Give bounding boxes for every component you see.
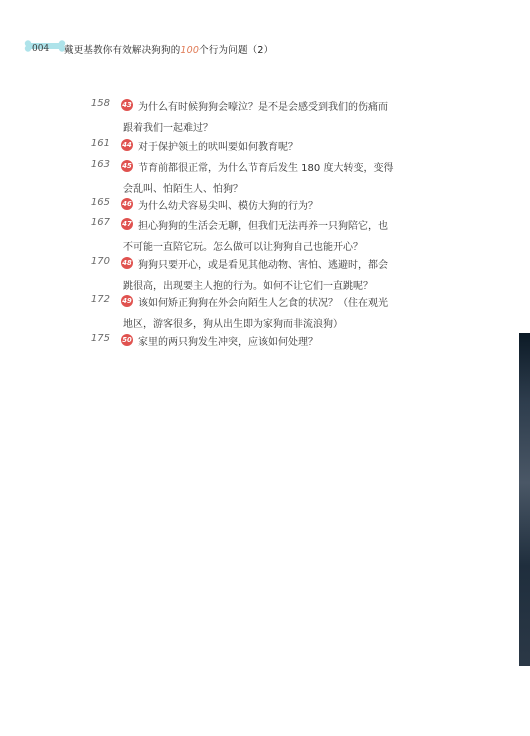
question-number-badge: 44	[122, 141, 132, 149]
toc-line: 不可能一直陪它玩。怎么做可以让狗狗自己也能开心？	[123, 242, 363, 253]
toc-page-number: 163	[90, 159, 110, 170]
book-title-prefix: 戴更基教你有效解决狗狗的	[64, 45, 181, 56]
toc-line: 会乱叫、怕陌生人、怕狗？	[123, 184, 243, 195]
toc-page-number: 167	[90, 217, 110, 228]
toc-line: 为什么幼犬容易尖叫、模仿大狗的行为？	[138, 201, 318, 212]
book-title	[64, 42, 273, 56]
question-number-badge: 47	[122, 220, 132, 228]
question-number-badge: 45	[122, 162, 132, 170]
toc-question-text	[138, 138, 413, 153]
toc-line: 节育前都很正常，为什么节育后发生 180 度大转变，变得	[138, 163, 394, 174]
toc-page-number: 161	[90, 138, 110, 149]
toc-page-number: 170	[90, 256, 110, 267]
toc-line: 为什么有时候狗狗会嚎泣？是不是会感受到我们的伤痛而	[138, 102, 388, 113]
toc-line: 跳很高，出现要主人抱的行为。如何不让它们一直跳呢？	[123, 281, 373, 292]
question-number-badge: 49	[122, 297, 132, 305]
toc-line: 担心狗狗的生活会无聊，但我们无法再养一只狗陪它，也	[138, 221, 388, 232]
book-title-accent: 100	[180, 45, 200, 56]
toc-line: 对于保护领土的吠叫要如何教育呢？	[138, 142, 298, 153]
toc-page-number: 175	[90, 333, 110, 344]
question-number-badge: 50	[122, 336, 132, 344]
toc-line: 跟着我们一起难过？	[123, 123, 213, 134]
toc-line: 地区，游客很多，狗从出生即为家狗而非流浪狗）	[123, 319, 343, 330]
toc-question-text	[138, 333, 413, 348]
book-title-suffix: 个行为问题（2）	[199, 45, 274, 56]
toc-line: 该如何矫正狗狗在外会向陌生人乞食的状况？（住在观光	[138, 298, 388, 309]
page-number: 004	[32, 44, 50, 54]
adjacent-page-photo-edge	[519, 333, 530, 666]
question-number-badge: 43	[122, 101, 132, 109]
toc-page-number: 172	[90, 294, 110, 305]
toc-question-text	[138, 197, 413, 212]
question-number-badge: 48	[122, 259, 132, 267]
toc-line: 狗狗只要开心，或是看见其他动物、害怕、逃避时，都会	[138, 260, 388, 271]
toc-line: 家里的两只狗发生冲突，应该如何处理？	[138, 337, 318, 348]
toc-page-number: 158	[90, 98, 110, 109]
toc-page-number: 165	[90, 197, 110, 208]
question-number-badge: 46	[122, 200, 132, 208]
